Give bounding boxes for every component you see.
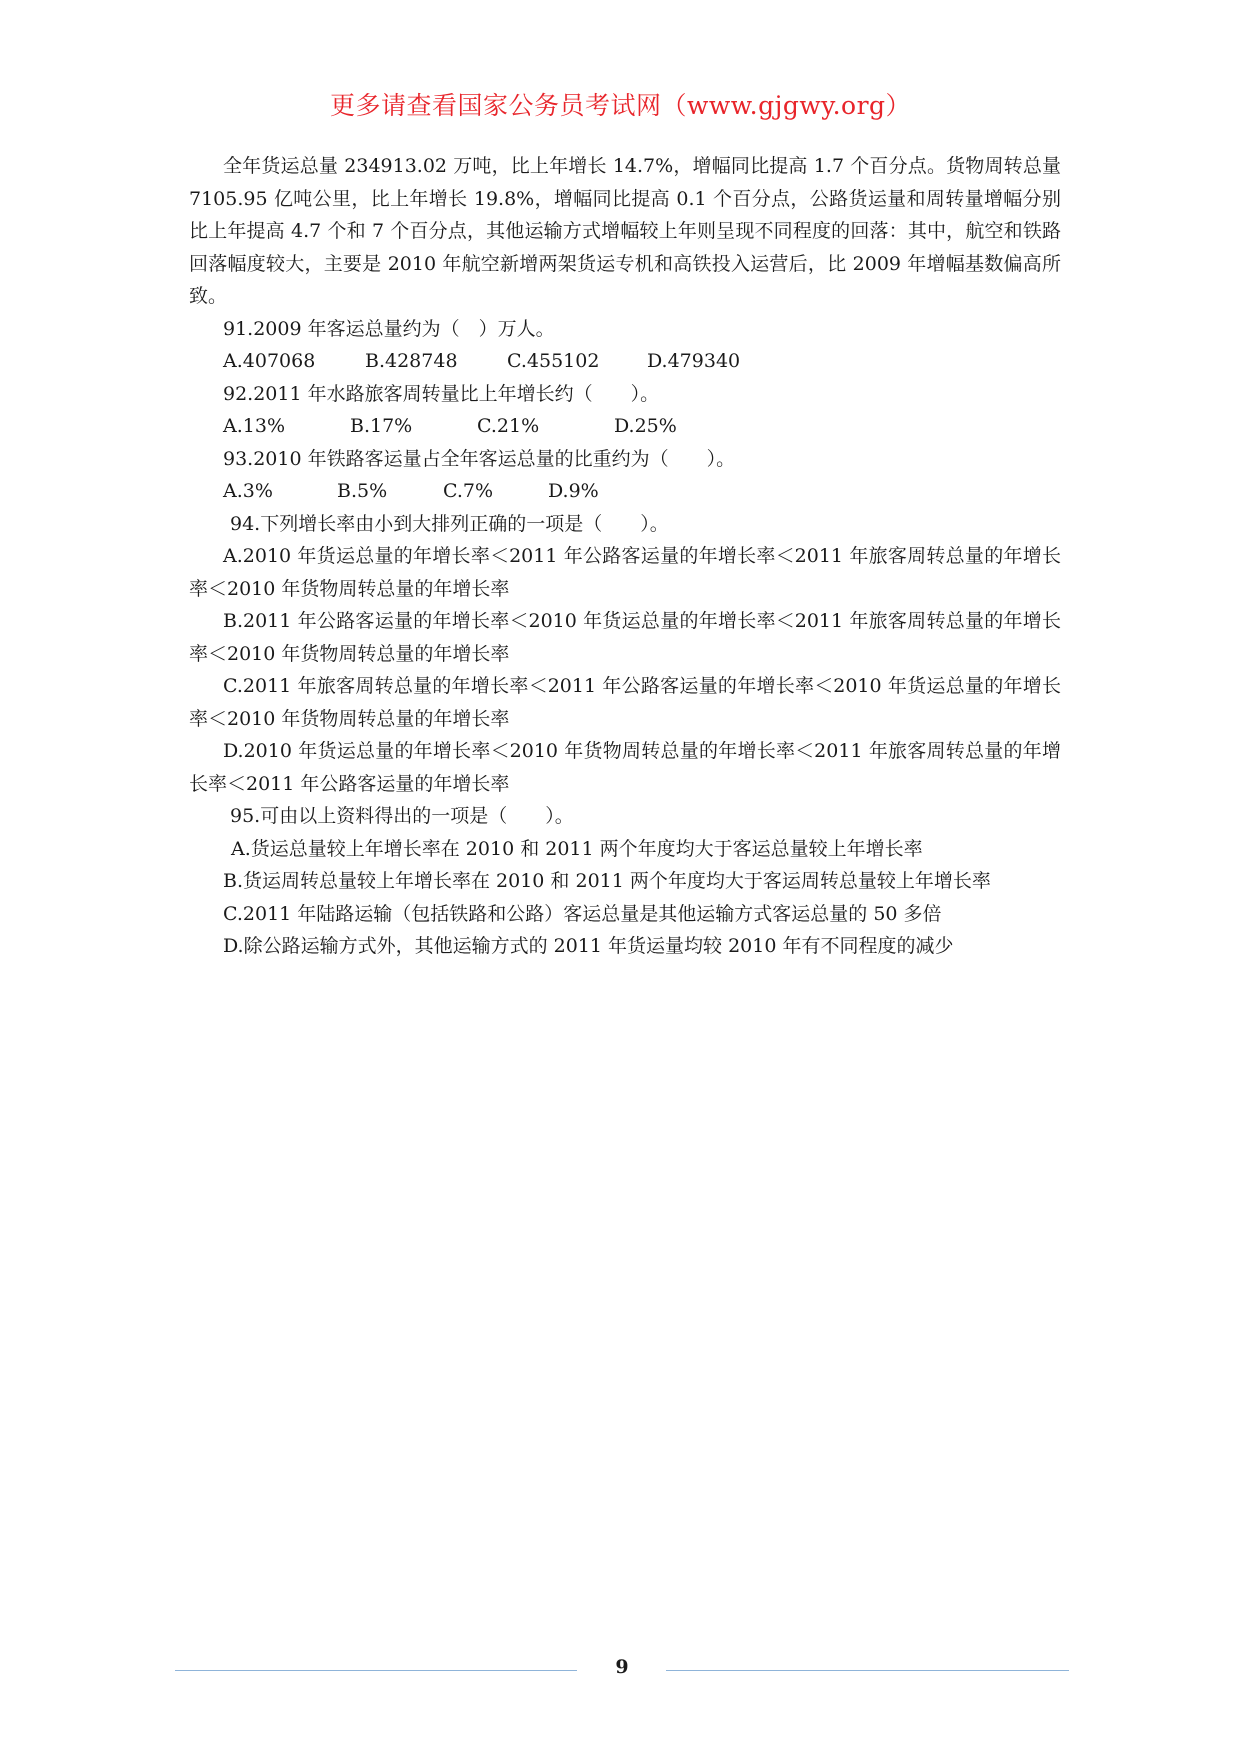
question-93-option-a: A.3% — [223, 480, 273, 502]
footer-rule-right — [666, 1670, 1069, 1671]
page-number: 9 — [615, 1656, 629, 1678]
question-93-option-b: B.5% — [337, 480, 388, 502]
question-95-stem: 95.可由以上资料得出的一项是（ ）。 — [230, 805, 574, 827]
question-94-option-d: D.2010 年货运总量的年增长率＜2010 年货物周转总量的年增长率＜2011 年旅客周转总量的年增长率＜2011 年公路客运量的年增长率 — [189, 740, 1061, 795]
question-94-option-c: C.2011 年旅客周转总量的年增长率＜2011 年公路客运量的年增长率＜2010 年货运总量的年增长率＜2010 年货物周转总量的年增长率 — [189, 675, 1061, 730]
question-91-option-b: B.428748 — [365, 350, 458, 372]
question-93-option-c: C.7% — [443, 480, 494, 502]
question-92-option-c: C.21% — [477, 415, 540, 437]
footer-rule-left — [175, 1670, 577, 1671]
question-91-option-d: D.479340 — [647, 350, 741, 372]
question-92-options — [189, 410, 1061, 443]
document-body — [189, 150, 1061, 963]
question-95-option-d: D.除公路运输方式外，其他运输方式的 2011 年货运量均较 2010 年有不同程度的减少 — [223, 935, 954, 957]
question-92-option-d: D.25% — [614, 415, 677, 437]
question-91-stem: 91.2009 年客运总量约为（ ）万人。 — [223, 317, 555, 340]
question-93-option-d: D.9% — [548, 480, 599, 502]
question-93-stem: 93.2010 年铁路客运量占全年客运总量的比重约为（ ）。 — [223, 447, 736, 470]
question-95-option-b: B.货运周转总量较上年增长率在 2010 和 2011 两个年度均大于客运周转总量较上年增长率 — [223, 870, 991, 892]
question-92-stem: 92.2011 年水路旅客周转量比上年增长约（ ）。 — [223, 382, 660, 405]
question-94-option-b: B.2011 年公路客运量的年增长率＜2010 年货运总量的年增长率＜2011 年旅客周转总量的年增长率＜2010 年货物周转总量的年增长率 — [189, 610, 1061, 665]
question-91-option-c: C.455102 — [507, 350, 600, 372]
question-91-options — [189, 345, 1061, 378]
question-95-option-a: A.货运总量较上年增长率在 2010 和 2011 两个年度均大于客运总量较上年增长率 — [231, 837, 923, 860]
question-94-stem: 94.下列增长率由小到大排列正确的一项是（ ）。 — [230, 512, 669, 535]
page-footer — [0, 1656, 1241, 1686]
question-93-options — [189, 475, 1061, 508]
question-94-option-a: A.2010 年货运总量的年增长率＜2011 年公路客运量的年增长率＜2011 年旅客周转总量的年增长率＜2010 年货物周转总量的年增长率 — [189, 545, 1061, 600]
question-92-option-a: A.13% — [223, 415, 285, 437]
intro-paragraph: 全年货运总量 234913.02 万吨，比上年增长 14.7%，增幅同比提高 1.7 个百分点。货物周转总量 7105.95 亿吨公里，比上年增长 19.8%，增幅同比提高 0.1 个百分点，公路货运量和周转量增幅分别比上年提高 4.7 个和 7 个百分点，其他运输方式增幅较上年则呈现不同程度的回落：其中，航空和铁路回落幅度较大，主要是 2010 年航空新增两架货运专机和高铁投入运营后，比 2009 年增幅基数偏高所致。 — [189, 155, 1061, 307]
question-92-option-b: B.17% — [350, 415, 413, 437]
question-91-option-a: A.407068 — [223, 350, 316, 372]
question-95-option-c: C.2011 年陆路运输（包括铁路和公路）客运总量是其他运输方式客运总量的 50 多倍 — [223, 902, 942, 925]
header-website-link[interactable]: 更多请查看国家公务员考试网（www.gjgwy.org） — [329, 91, 912, 120]
